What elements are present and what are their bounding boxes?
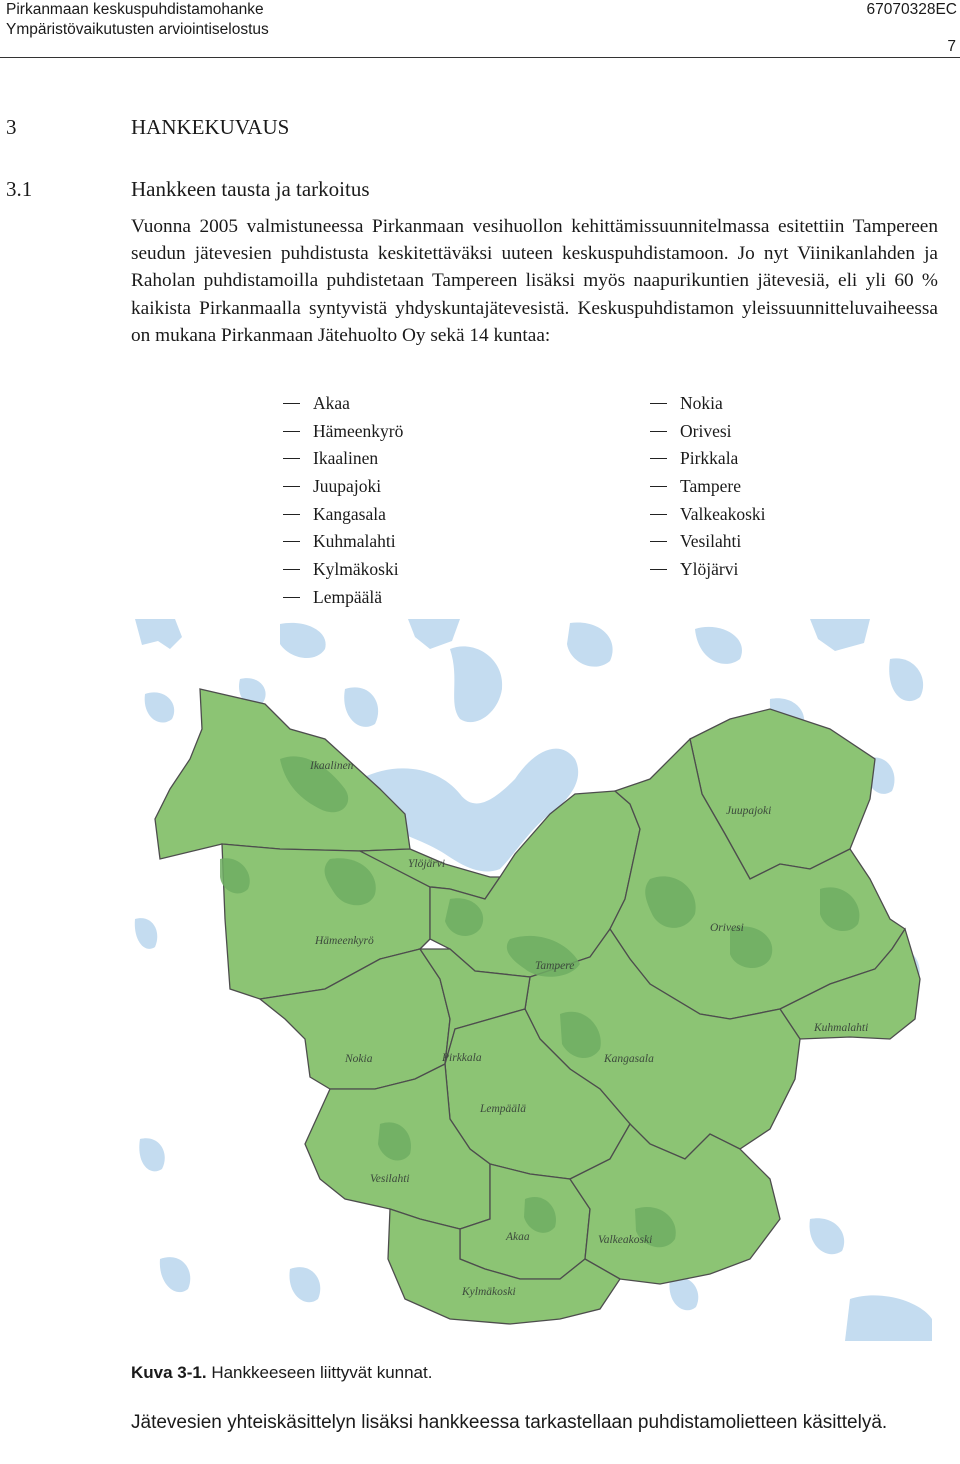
list-item: Orivesi [650, 418, 766, 446]
header-divider [0, 57, 960, 58]
municipality-map [130, 619, 932, 1341]
section-number: 3 [6, 115, 17, 139]
map-svg [130, 619, 932, 1341]
subsection-title: Hankkeen tausta ja tarkoitus [131, 177, 370, 201]
list-item: Ylöjärvi [650, 556, 766, 584]
caption-label: Kuva 3-1. [131, 1363, 207, 1382]
caption-text: Hankkeeseen liittyvät kunnat. [211, 1363, 433, 1382]
label-kylmakoski: Kylmäkoski [462, 1286, 516, 1298]
header-title: Pirkanmaan keskuspuhdistamohanke [6, 1, 264, 18]
label-ylojarvi: Ylöjärvi [408, 858, 446, 870]
list-item: Juupajoki [283, 473, 403, 501]
list-item: Akaa [283, 390, 403, 418]
body-paragraph: Vuonna 2005 valmistuneessa Pirkanmaan vesihuollon kehittämissuunnitelmassa esitettiin Tampereen seudun jätevesien puhdistusta keskitettäväksi uuteen keskuspuhdistamoon. Jo nyt Viinikanlahden ja Raholan puhdistamoilla puhdistetaan Tampereen lisäksi myös naapurikuntien jätevesiä, eli yli 60 % kaikista Pirkanmaalla syntyvistä yhdyskuntajätevesistä. Keskuspuhdistamon yleissuunnitteluvaiheessa on mukana Pirkanmaan Jätehuolto Oy sekä 14 kuntaa: [131, 216, 938, 346]
list-item: Kuhmalahti [283, 528, 403, 556]
list-item: Tampere [650, 473, 766, 501]
label-orivesi: Orivesi [710, 922, 744, 934]
figure-caption [131, 1363, 432, 1383]
page-number: 7 [947, 38, 956, 55]
label-lempaala: Lempäälä [480, 1103, 526, 1115]
municipality-list-left [283, 390, 403, 612]
list-item: Kangasala [283, 501, 403, 529]
list-item: Kylmäkoski [283, 556, 403, 584]
label-pirkkala: Pirkkala [442, 1052, 482, 1064]
label-akaa: Akaa [506, 1231, 530, 1243]
closing-paragraph: Jätevesien yhteiskäsittelyn lisäksi hankkeessa tarkastellaan puhdistamolietteen käsittelyä. [131, 1412, 888, 1433]
label-ikaalinen: Ikaalinen [310, 760, 354, 772]
label-kangasala: Kangasala [604, 1053, 654, 1065]
header-subtitle: Ympäristövaikutusten arviointiselostus [6, 21, 269, 38]
list-item: Ikaalinen [283, 445, 403, 473]
list-item: Valkeakoski [650, 501, 766, 529]
municipality-list-right [650, 390, 766, 584]
label-kuhmalahti: Kuhmalahti [814, 1022, 869, 1034]
label-tampere: Tampere [535, 960, 575, 972]
label-vesilahti: Vesilahti [370, 1173, 410, 1185]
document-header [6, 0, 269, 40]
subsection-number: 3.1 [6, 177, 33, 201]
list-item: Hämeenkyrö [283, 418, 403, 446]
list-item: Nokia [650, 390, 766, 418]
document-code: 67070328EC [866, 1, 957, 18]
section-title: HANKEKUVAUS [131, 115, 290, 139]
label-hameenkyro: Hämeenkyrö [315, 935, 374, 947]
list-item: Pirkkala [650, 445, 766, 473]
label-nokia: Nokia [345, 1053, 373, 1065]
label-juupajoki: Juupajoki [726, 805, 772, 817]
list-item: Lempäälä [283, 584, 403, 612]
label-valkeakoski: Valkeakoski [598, 1234, 653, 1246]
list-item: Vesilahti [650, 528, 766, 556]
